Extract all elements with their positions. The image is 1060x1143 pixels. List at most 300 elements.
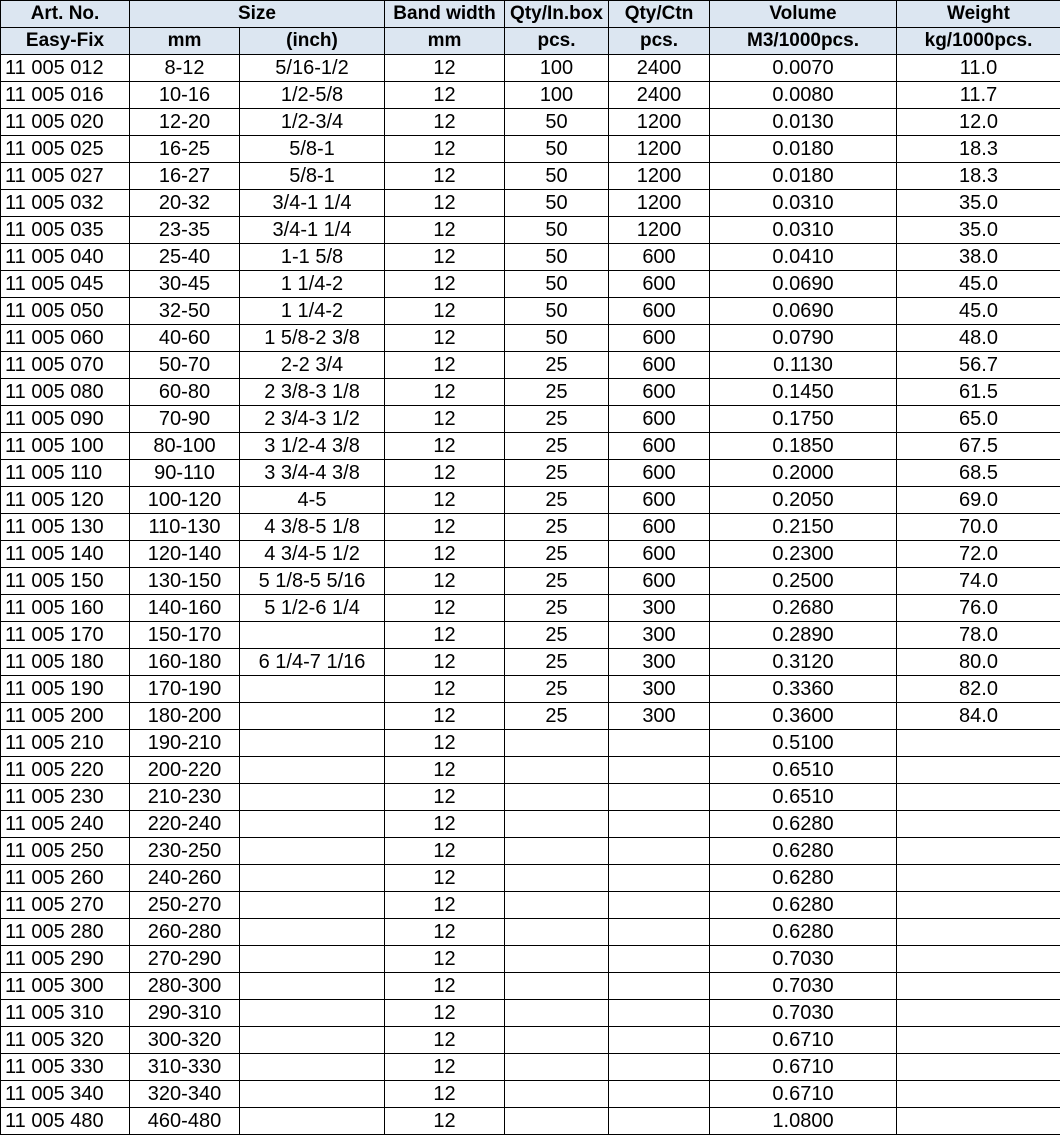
- header-inbox-pcs: pcs.: [505, 28, 609, 55]
- qty-ctn-cell: 2400: [609, 82, 710, 109]
- volume-cell: 0.2000: [710, 460, 897, 487]
- volume-cell: 0.2890: [710, 622, 897, 649]
- volume-cell: 0.1750: [710, 406, 897, 433]
- volume-cell: 0.2500: [710, 568, 897, 595]
- qty-ctn-cell: [609, 1054, 710, 1081]
- size-mm-cell: 320-340: [130, 1081, 240, 1108]
- table-row: [1, 136, 1060, 163]
- volume-cell: 0.0690: [710, 271, 897, 298]
- header-band-width: Band width: [385, 1, 505, 28]
- art-no-cell: 11 005 160: [1, 595, 130, 622]
- table-row: [1, 649, 1060, 676]
- qty-inbox-cell: 50: [505, 109, 609, 136]
- qty-inbox-cell: 50: [505, 136, 609, 163]
- table-row: [1, 541, 1060, 568]
- table-row: [1, 379, 1060, 406]
- size-mm-cell: 23-35: [130, 217, 240, 244]
- header-easy-fix: Easy-Fix: [1, 28, 130, 55]
- band-width-cell: 12: [385, 271, 505, 298]
- size-inch-cell: 1 1/4-2: [240, 271, 385, 298]
- table-row: [1, 1000, 1060, 1027]
- weight-cell: 69.0: [897, 487, 1060, 514]
- qty-ctn-cell: 600: [609, 568, 710, 595]
- volume-cell: 0.0690: [710, 298, 897, 325]
- weight-cell: 48.0: [897, 325, 1060, 352]
- weight-cell: 45.0: [897, 298, 1060, 325]
- qty-ctn-cell: 1200: [609, 190, 710, 217]
- art-no-cell: 11 005 240: [1, 811, 130, 838]
- weight-cell: 38.0: [897, 244, 1060, 271]
- size-mm-cell: 160-180: [130, 649, 240, 676]
- qty-ctn-cell: 600: [609, 487, 710, 514]
- qty-inbox-cell: 25: [505, 406, 609, 433]
- size-mm-cell: 8-12: [130, 55, 240, 82]
- weight-cell: 18.3: [897, 163, 1060, 190]
- band-width-cell: 12: [385, 298, 505, 325]
- qty-ctn-cell: 2400: [609, 55, 710, 82]
- size-inch-cell: [240, 730, 385, 757]
- volume-cell: 0.7030: [710, 1000, 897, 1027]
- header-band-mm: mm: [385, 28, 505, 55]
- qty-inbox-cell: [505, 973, 609, 1000]
- weight-cell: 61.5: [897, 379, 1060, 406]
- size-inch-cell: 1 1/4-2: [240, 298, 385, 325]
- qty-ctn-cell: 600: [609, 406, 710, 433]
- qty-inbox-cell: [505, 1000, 609, 1027]
- size-inch-cell: [240, 622, 385, 649]
- qty-inbox-cell: 25: [505, 514, 609, 541]
- size-inch-cell: 5/8-1: [240, 163, 385, 190]
- size-inch-cell: [240, 676, 385, 703]
- size-mm-cell: 120-140: [130, 541, 240, 568]
- header-size-mm: mm: [130, 28, 240, 55]
- qty-ctn-cell: 600: [609, 298, 710, 325]
- size-mm-cell: 50-70: [130, 352, 240, 379]
- weight-cell: 70.0: [897, 514, 1060, 541]
- volume-cell: 0.6280: [710, 865, 897, 892]
- size-mm-cell: 70-90: [130, 406, 240, 433]
- art-no-cell: 11 005 300: [1, 973, 130, 1000]
- size-inch-cell: [240, 1108, 385, 1135]
- size-inch-cell: [240, 892, 385, 919]
- weight-cell: 68.5: [897, 460, 1060, 487]
- art-no-cell: 11 005 250: [1, 838, 130, 865]
- size-mm-cell: 16-27: [130, 163, 240, 190]
- qty-ctn-cell: [609, 838, 710, 865]
- qty-ctn-cell: [609, 1081, 710, 1108]
- art-no-cell: 11 005 270: [1, 892, 130, 919]
- weight-cell: [897, 865, 1060, 892]
- size-mm-cell: 32-50: [130, 298, 240, 325]
- table-row: [1, 973, 1060, 1000]
- weight-cell: 35.0: [897, 217, 1060, 244]
- art-no-cell: 11 005 080: [1, 379, 130, 406]
- table-row: [1, 55, 1060, 82]
- art-no-cell: 11 005 070: [1, 352, 130, 379]
- header-size: Size: [130, 1, 385, 28]
- volume-cell: 0.2680: [710, 595, 897, 622]
- qty-inbox-cell: [505, 757, 609, 784]
- size-inch-cell: 5/16-1/2: [240, 55, 385, 82]
- art-no-cell: 11 005 012: [1, 55, 130, 82]
- qty-inbox-cell: 50: [505, 325, 609, 352]
- weight-cell: 12.0: [897, 109, 1060, 136]
- size-inch-cell: 6 1/4-7 1/16: [240, 649, 385, 676]
- weight-cell: 65.0: [897, 406, 1060, 433]
- qty-ctn-cell: 300: [609, 595, 710, 622]
- header-row-units: [1, 28, 1060, 55]
- weight-cell: 56.7: [897, 352, 1060, 379]
- art-no-cell: 11 005 210: [1, 730, 130, 757]
- table-row: [1, 919, 1060, 946]
- qty-inbox-cell: 50: [505, 190, 609, 217]
- size-inch-cell: [240, 703, 385, 730]
- volume-cell: 0.6280: [710, 811, 897, 838]
- qty-inbox-cell: 50: [505, 217, 609, 244]
- size-mm-cell: 290-310: [130, 1000, 240, 1027]
- band-width-cell: 12: [385, 811, 505, 838]
- header-row-titles: [1, 1, 1060, 28]
- size-mm-cell: 130-150: [130, 568, 240, 595]
- size-inch-cell: 2-2 3/4: [240, 352, 385, 379]
- size-inch-cell: 4-5: [240, 487, 385, 514]
- table-row: [1, 865, 1060, 892]
- art-no-cell: 11 005 330: [1, 1054, 130, 1081]
- art-no-cell: 11 005 025: [1, 136, 130, 163]
- qty-ctn-cell: [609, 919, 710, 946]
- band-width-cell: 12: [385, 487, 505, 514]
- size-inch-cell: 3/4-1 1/4: [240, 190, 385, 217]
- qty-ctn-cell: 600: [609, 433, 710, 460]
- volume-cell: 0.5100: [710, 730, 897, 757]
- volume-cell: 0.0790: [710, 325, 897, 352]
- weight-cell: [897, 757, 1060, 784]
- band-width-cell: 12: [385, 1054, 505, 1081]
- qty-inbox-cell: [505, 865, 609, 892]
- size-inch-cell: [240, 811, 385, 838]
- band-width-cell: 12: [385, 352, 505, 379]
- qty-inbox-cell: [505, 811, 609, 838]
- band-width-cell: 12: [385, 55, 505, 82]
- table-row: [1, 217, 1060, 244]
- size-inch-cell: 4 3/4-5 1/2: [240, 541, 385, 568]
- volume-cell: 0.0180: [710, 136, 897, 163]
- band-width-cell: 12: [385, 244, 505, 271]
- weight-cell: [897, 892, 1060, 919]
- size-mm-cell: 170-190: [130, 676, 240, 703]
- size-inch-cell: 1-1 5/8: [240, 244, 385, 271]
- qty-inbox-cell: 25: [505, 460, 609, 487]
- qty-ctn-cell: 600: [609, 325, 710, 352]
- band-width-cell: 12: [385, 865, 505, 892]
- band-width-cell: 12: [385, 973, 505, 1000]
- art-no-cell: 11 005 060: [1, 325, 130, 352]
- band-width-cell: 12: [385, 217, 505, 244]
- qty-ctn-cell: [609, 865, 710, 892]
- band-width-cell: 12: [385, 757, 505, 784]
- qty-ctn-cell: 1200: [609, 109, 710, 136]
- qty-inbox-cell: 25: [505, 487, 609, 514]
- size-inch-cell: 3 3/4-4 3/8: [240, 460, 385, 487]
- art-no-cell: 11 005 027: [1, 163, 130, 190]
- size-inch-cell: 1 5/8-2 3/8: [240, 325, 385, 352]
- qty-inbox-cell: [505, 1081, 609, 1108]
- volume-cell: 0.0310: [710, 217, 897, 244]
- table-row: [1, 298, 1060, 325]
- table-row: [1, 460, 1060, 487]
- qty-inbox-cell: 25: [505, 676, 609, 703]
- table-row: [1, 946, 1060, 973]
- band-width-cell: 12: [385, 541, 505, 568]
- art-no-cell: 11 005 480: [1, 1108, 130, 1135]
- volume-cell: 0.6280: [710, 892, 897, 919]
- volume-cell: 0.0310: [710, 190, 897, 217]
- size-inch-cell: 3/4-1 1/4: [240, 217, 385, 244]
- volume-cell: 0.0130: [710, 109, 897, 136]
- table-row: [1, 352, 1060, 379]
- art-no-cell: 11 005 100: [1, 433, 130, 460]
- size-inch-cell: [240, 838, 385, 865]
- size-mm-cell: 150-170: [130, 622, 240, 649]
- size-inch-cell: [240, 1027, 385, 1054]
- qty-ctn-cell: 300: [609, 649, 710, 676]
- table-row: [1, 163, 1060, 190]
- table-row: [1, 811, 1060, 838]
- art-no-cell: 11 005 040: [1, 244, 130, 271]
- art-no-cell: 11 005 090: [1, 406, 130, 433]
- size-mm-cell: 260-280: [130, 919, 240, 946]
- art-no-cell: 11 005 200: [1, 703, 130, 730]
- band-width-cell: 12: [385, 946, 505, 973]
- art-no-cell: 11 005 140: [1, 541, 130, 568]
- volume-cell: 0.6710: [710, 1054, 897, 1081]
- size-mm-cell: 100-120: [130, 487, 240, 514]
- weight-cell: 11.7: [897, 82, 1060, 109]
- band-width-cell: 12: [385, 163, 505, 190]
- weight-cell: [897, 919, 1060, 946]
- size-inch-cell: [240, 1000, 385, 1027]
- volume-cell: 0.3360: [710, 676, 897, 703]
- qty-ctn-cell: 600: [609, 460, 710, 487]
- weight-cell: 72.0: [897, 541, 1060, 568]
- size-inch-cell: 2 3/4-3 1/2: [240, 406, 385, 433]
- volume-cell: 0.6710: [710, 1081, 897, 1108]
- weight-cell: [897, 838, 1060, 865]
- weight-cell: [897, 1054, 1060, 1081]
- volume-cell: 0.0180: [710, 163, 897, 190]
- band-width-cell: 12: [385, 622, 505, 649]
- volume-cell: 0.7030: [710, 973, 897, 1000]
- qty-ctn-cell: [609, 1027, 710, 1054]
- qty-ctn-cell: [609, 757, 710, 784]
- qty-ctn-cell: [609, 1108, 710, 1135]
- size-mm-cell: 80-100: [130, 433, 240, 460]
- qty-inbox-cell: [505, 1027, 609, 1054]
- volume-cell: 0.0080: [710, 82, 897, 109]
- table-row: [1, 190, 1060, 217]
- qty-ctn-cell: [609, 811, 710, 838]
- table-row: [1, 514, 1060, 541]
- qty-inbox-cell: [505, 730, 609, 757]
- qty-ctn-cell: [609, 973, 710, 1000]
- size-inch-cell: 1/2-3/4: [240, 109, 385, 136]
- art-no-cell: 11 005 340: [1, 1081, 130, 1108]
- size-mm-cell: 460-480: [130, 1108, 240, 1135]
- volume-cell: 0.6510: [710, 784, 897, 811]
- band-width-cell: 12: [385, 703, 505, 730]
- qty-inbox-cell: [505, 946, 609, 973]
- qty-ctn-cell: 300: [609, 703, 710, 730]
- art-no-cell: 11 005 170: [1, 622, 130, 649]
- qty-inbox-cell: [505, 838, 609, 865]
- band-width-cell: 12: [385, 136, 505, 163]
- volume-cell: 0.1450: [710, 379, 897, 406]
- art-no-cell: 11 005 110: [1, 460, 130, 487]
- header-art-no: Art. No.: [1, 1, 130, 28]
- table-row: [1, 325, 1060, 352]
- size-mm-cell: 140-160: [130, 595, 240, 622]
- size-mm-cell: 230-250: [130, 838, 240, 865]
- band-width-cell: 12: [385, 1081, 505, 1108]
- weight-cell: [897, 1081, 1060, 1108]
- band-width-cell: 12: [385, 892, 505, 919]
- table-row: [1, 568, 1060, 595]
- size-mm-cell: 25-40: [130, 244, 240, 271]
- art-no-cell: 11 005 320: [1, 1027, 130, 1054]
- table-row: [1, 595, 1060, 622]
- volume-cell: 0.3600: [710, 703, 897, 730]
- art-no-cell: 11 005 045: [1, 271, 130, 298]
- table-row: [1, 892, 1060, 919]
- size-inch-cell: [240, 1054, 385, 1081]
- table-row: [1, 406, 1060, 433]
- qty-inbox-cell: 50: [505, 271, 609, 298]
- size-inch-cell: 2 3/8-3 1/8: [240, 379, 385, 406]
- table-body: [1, 55, 1060, 1135]
- table-row: [1, 757, 1060, 784]
- qty-inbox-cell: [505, 784, 609, 811]
- weight-cell: 74.0: [897, 568, 1060, 595]
- qty-ctn-cell: [609, 892, 710, 919]
- size-inch-cell: 3 1/2-4 3/8: [240, 433, 385, 460]
- art-no-cell: 11 005 035: [1, 217, 130, 244]
- size-mm-cell: 110-130: [130, 514, 240, 541]
- qty-ctn-cell: [609, 730, 710, 757]
- art-no-cell: 11 005 280: [1, 919, 130, 946]
- band-width-cell: 12: [385, 730, 505, 757]
- size-inch-cell: 1/2-5/8: [240, 82, 385, 109]
- table-row: [1, 676, 1060, 703]
- weight-cell: 80.0: [897, 649, 1060, 676]
- qty-inbox-cell: 50: [505, 298, 609, 325]
- table-row: [1, 838, 1060, 865]
- size-mm-cell: 190-210: [130, 730, 240, 757]
- weight-cell: [897, 730, 1060, 757]
- size-mm-cell: 40-60: [130, 325, 240, 352]
- band-width-cell: 12: [385, 1108, 505, 1135]
- table-row: [1, 1054, 1060, 1081]
- header-size-inch: (inch): [240, 28, 385, 55]
- band-width-cell: 12: [385, 460, 505, 487]
- size-mm-cell: 10-16: [130, 82, 240, 109]
- qty-inbox-cell: 25: [505, 703, 609, 730]
- weight-cell: 84.0: [897, 703, 1060, 730]
- weight-cell: 18.3: [897, 136, 1060, 163]
- qty-ctn-cell: 600: [609, 379, 710, 406]
- art-no-cell: 11 005 230: [1, 784, 130, 811]
- size-inch-cell: [240, 784, 385, 811]
- table-row: [1, 433, 1060, 460]
- band-width-cell: 12: [385, 325, 505, 352]
- qty-ctn-cell: 600: [609, 244, 710, 271]
- band-width-cell: 12: [385, 514, 505, 541]
- qty-inbox-cell: 50: [505, 244, 609, 271]
- table-row: [1, 784, 1060, 811]
- band-width-cell: 12: [385, 919, 505, 946]
- size-mm-cell: 280-300: [130, 973, 240, 1000]
- band-width-cell: 12: [385, 190, 505, 217]
- size-mm-cell: 300-320: [130, 1027, 240, 1054]
- size-mm-cell: 60-80: [130, 379, 240, 406]
- qty-inbox-cell: [505, 1108, 609, 1135]
- size-mm-cell: 90-110: [130, 460, 240, 487]
- weight-cell: [897, 1000, 1060, 1027]
- qty-ctn-cell: [609, 784, 710, 811]
- size-mm-cell: 16-25: [130, 136, 240, 163]
- art-no-cell: 11 005 190: [1, 676, 130, 703]
- size-mm-cell: 30-45: [130, 271, 240, 298]
- weight-cell: 67.5: [897, 433, 1060, 460]
- volume-cell: 0.3120: [710, 649, 897, 676]
- size-mm-cell: 240-260: [130, 865, 240, 892]
- band-width-cell: 12: [385, 676, 505, 703]
- art-no-cell: 11 005 180: [1, 649, 130, 676]
- art-no-cell: 11 005 290: [1, 946, 130, 973]
- qty-inbox-cell: [505, 892, 609, 919]
- table-row: [1, 703, 1060, 730]
- volume-cell: 0.1850: [710, 433, 897, 460]
- qty-ctn-cell: 600: [609, 514, 710, 541]
- qty-inbox-cell: 100: [505, 82, 609, 109]
- volume-cell: 0.2050: [710, 487, 897, 514]
- size-inch-cell: 5 1/2-6 1/4: [240, 595, 385, 622]
- size-inch-cell: 5 1/8-5 5/16: [240, 568, 385, 595]
- table-row: [1, 244, 1060, 271]
- table-row: [1, 1108, 1060, 1135]
- table-row: [1, 622, 1060, 649]
- volume-cell: 1.0800: [710, 1108, 897, 1135]
- weight-cell: [897, 946, 1060, 973]
- header-volume: Volume: [710, 1, 897, 28]
- volume-cell: 0.6710: [710, 1027, 897, 1054]
- size-mm-cell: 180-200: [130, 703, 240, 730]
- qty-ctn-cell: 300: [609, 622, 710, 649]
- band-width-cell: 12: [385, 568, 505, 595]
- table-row: [1, 1081, 1060, 1108]
- size-mm-cell: 20-32: [130, 190, 240, 217]
- weight-cell: [897, 811, 1060, 838]
- volume-cell: 0.7030: [710, 946, 897, 973]
- size-inch-cell: [240, 946, 385, 973]
- qty-inbox-cell: 100: [505, 55, 609, 82]
- header-qty-inbox: Qty/In.box: [505, 1, 609, 28]
- band-width-cell: 12: [385, 82, 505, 109]
- weight-cell: [897, 973, 1060, 1000]
- size-mm-cell: 310-330: [130, 1054, 240, 1081]
- volume-cell: 0.1130: [710, 352, 897, 379]
- band-width-cell: 12: [385, 406, 505, 433]
- weight-cell: 45.0: [897, 271, 1060, 298]
